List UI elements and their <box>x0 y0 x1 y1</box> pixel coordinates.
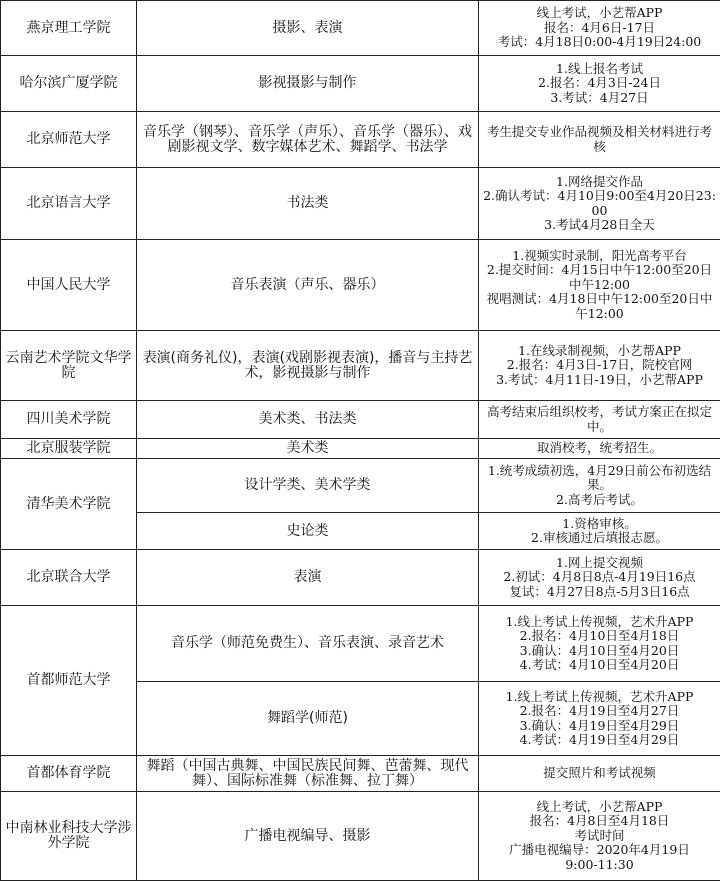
institution-cell: 中国人民大学 <box>1 240 137 331</box>
institution-cell: 清华美术学院 <box>1 459 137 550</box>
method-line: 3.确认：4月19日至4月29日 <box>483 719 716 734</box>
method-line: 1.线上报名考试 <box>483 62 716 77</box>
method-line: 1.视频实时录制，阳光高考平台 <box>483 249 716 264</box>
method-line: 2.报名：4月10日至4月18日 <box>483 629 716 644</box>
major-cell: 影视摄影与制作 <box>137 56 479 112</box>
method-line: 9:00-11:30 <box>483 858 716 873</box>
table-row <box>1 331 720 401</box>
major-cell: 书法类 <box>137 168 479 240</box>
method-line: 考试时间 <box>483 829 716 844</box>
method-line: 高考结束后组织校考，考试方案正在拟定中。 <box>483 405 716 434</box>
major-cell: 音乐学（师范免费生）、音乐表演、录音艺术 <box>137 606 479 682</box>
institution-cell: 燕京理工学院 <box>1 1 137 56</box>
institution-cell: 北京师范大学 <box>1 112 137 168</box>
institution-cell: 首都体育学院 <box>1 756 137 792</box>
method-line: 3.考试：4月27日 <box>483 91 716 106</box>
method-line: 1.线上考试上传视频，艺术升APP <box>483 690 716 705</box>
method-line: 报名：4月6日-17日 <box>483 21 716 36</box>
exam-method-cell <box>479 606 720 682</box>
major-cell: 舞蹈学(师范) <box>137 682 479 756</box>
exam-method-cell <box>479 1 720 56</box>
exam-method-cell <box>479 439 720 459</box>
institution-cell: 北京服装学院 <box>1 439 137 459</box>
method-line: 1.统考成绩初选，4月29日前公布初选结果。 <box>483 464 716 493</box>
exam-method-cell <box>479 401 720 439</box>
institution-cell: 北京语言大学 <box>1 168 137 240</box>
method-line: 视唱测试：4月18日中午12:00至20日中午12:00 <box>483 292 716 321</box>
table-row <box>1 459 720 513</box>
method-line: 1.网上提交视频 <box>483 556 716 571</box>
method-line: 报名：4月8日至4月18日 <box>483 814 716 829</box>
method-line: 考试：4月18日0:00-4月19日24:00 <box>483 35 716 50</box>
table-row <box>1 439 720 459</box>
institution-cell: 哈尔滨广厦学院 <box>1 56 137 112</box>
institution-cell: 北京联合大学 <box>1 550 137 606</box>
major-cell: 音乐表演（声乐、器乐） <box>137 240 479 331</box>
table-row <box>1 550 720 606</box>
exam-method-cell <box>479 168 720 240</box>
method-line: 2.高考后考试。 <box>483 493 716 508</box>
table-row <box>1 168 720 240</box>
major-cell: 表演(商务礼仪)，表演(戏剧影视表演)，播音与主持艺术，影视摄影与制作 <box>137 331 479 401</box>
institution-cell: 首都师范大学 <box>1 606 137 756</box>
table-row <box>1 606 720 682</box>
table-row <box>1 112 720 168</box>
exam-method-cell <box>479 513 720 550</box>
major-cell: 设计学类、美术学类 <box>137 459 479 513</box>
exam-method-cell <box>479 756 720 792</box>
method-line: 广播电视编导：2020年4月19日 <box>483 843 716 858</box>
method-line: 2.报名：4月19日至4月27日 <box>483 704 716 719</box>
method-line: 考生提交专业作品视频及相关材料进行考核 <box>483 125 716 154</box>
method-line: 线上考试，小艺帮APP <box>483 800 716 815</box>
method-line: 3.考试4月28日全天 <box>483 218 716 233</box>
method-line: 线上考试，小艺帮APP <box>483 6 716 21</box>
method-line: 4.考试：4月19日至4月29日 <box>483 733 716 748</box>
exam-method-cell <box>479 331 720 401</box>
method-line: 1.资格审核。 <box>483 517 716 532</box>
exam-method-cell <box>479 792 720 881</box>
table-row <box>1 792 720 881</box>
method-line: 4.考试：4月10日至4月20日 <box>483 658 716 673</box>
institution-cell: 中南林业科技大学涉外学院 <box>1 792 137 881</box>
table-row <box>1 401 720 439</box>
table-row <box>1 1 720 56</box>
table-row <box>1 240 720 331</box>
method-line: 1.线上考试上传视频，艺术升APP <box>483 615 716 630</box>
major-cell: 美术类、书法类 <box>137 401 479 439</box>
major-cell: 摄影、表演 <box>137 1 479 56</box>
method-line: 3.考试：4月11日-19日，小艺帮APP <box>483 373 716 388</box>
major-cell: 音乐学（钢琴）、音乐学（声乐）、音乐学（器乐）、戏剧影视文学、数字媒体艺术、舞蹈学、书法学 <box>137 112 479 168</box>
exam-method-cell <box>479 459 720 513</box>
exam-method-cell <box>479 682 720 756</box>
major-cell: 表演 <box>137 550 479 606</box>
exam-method-cell <box>479 112 720 168</box>
institution-cell: 云南艺术学院文华学院 <box>1 331 137 401</box>
major-cell: 广播电视编导、摄影 <box>137 792 479 881</box>
institution-cell: 四川美术学院 <box>1 401 137 439</box>
method-line: 3.确认：4月10日至4月20日 <box>483 644 716 659</box>
method-line: 取消校考，统考招生。 <box>483 441 716 456</box>
method-line: 2.确认考试：4月10日9:00至4月20日23:00 <box>483 189 716 218</box>
method-line: 1.在线录制视频，小艺帮APP <box>483 344 716 359</box>
exam-method-cell <box>479 550 720 606</box>
method-line: 2.报名：4月3日-24日 <box>483 76 716 91</box>
table-row <box>1 56 720 112</box>
method-line: 提交照片和考试视频 <box>483 766 716 781</box>
exam-method-cell <box>479 240 720 331</box>
major-cell: 舞蹈（中国古典舞、中国民族民间舞、芭蕾舞、现代舞）、国际标准舞（标准舞、拉丁舞） <box>137 756 479 792</box>
method-line: 2.报名：4月3日-17日，院校官网 <box>483 358 716 373</box>
exam-method-cell <box>479 56 720 112</box>
major-cell: 史论类 <box>137 513 479 550</box>
method-line: 复试：4月27日8点-5月3日16点 <box>483 585 716 600</box>
method-line: 1.网络提交作品 <box>483 175 716 190</box>
table-row <box>1 756 720 792</box>
major-cell: 美术类 <box>137 439 479 459</box>
method-line: 2.审核通过后填报志愿。 <box>483 531 716 546</box>
method-line: 2.提交时间：4月15日中午12:00至20日中午12:00 <box>483 263 716 292</box>
method-line: 2.初试：4月8日8点-4月19日16点 <box>483 570 716 585</box>
